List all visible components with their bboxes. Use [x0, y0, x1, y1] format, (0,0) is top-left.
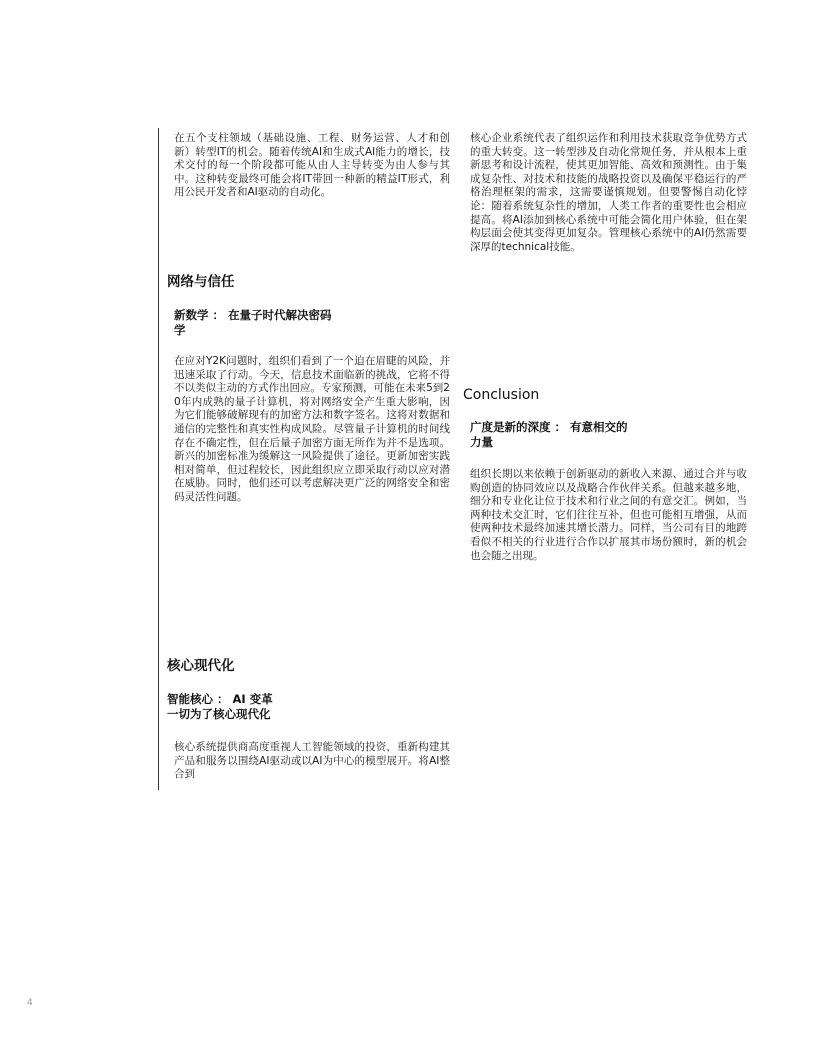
- intelligent-core-subheading-line2: 一切为了核心现代化: [167, 707, 271, 721]
- intro-paragraph: 在五个支柱领域（基础设施、工程、财务运营、人才和创新）转型IT的机会。随着传统AI和生成式AI能力的增长，技术交付的每一个阶段都可能从由人主导转变为由人参与其中。这种转变最终可能会将IT带回一种新的精益IT形式，利用公民开发者和AI驱动的自动化。: [174, 132, 450, 199]
- page-number: 4: [27, 998, 33, 1008]
- column-rule: [158, 128, 159, 790]
- breadth-subheading-line1: 广度是新的深度 ： 有意相交的: [470, 420, 628, 434]
- breadth-subheading: [470, 420, 690, 450]
- breadth-subheading-line2: 力量: [470, 435, 493, 449]
- conclusion-heading: Conclusion: [463, 387, 540, 403]
- intelligent-core-subheading: [167, 692, 367, 722]
- quantum-subheading-line2: 学: [174, 323, 186, 337]
- quantum-subheading-line1: 新数学 ： 在量子时代解决密码: [174, 308, 332, 322]
- core-systems-paragraph: 核心企业系统代表了组织运作和利用技术获取竞争优势方式的重大转变。这一转型涉及自动化常规任务，并从根本上重新思考和设计流程，使其更加智能、高效和预测性。由于集成复杂性、对技术和技能的战略投资以及确保平稳运行的严格治理框架的需求，这需要谨慎规划。但要警惕自动化悖论：随着系统复杂性的增加，人类工作者的重要性也会相应提高。将AI添加到核心系统中可能会简化用户体验，但在架构层面会使其变得更加复杂。管理核心系统中的AI仍然需要深厚的technical技能。: [470, 132, 747, 253]
- core-modernization-heading: 核心现代化: [167, 658, 235, 674]
- intelligent-core-subheading-line1: 智能核心 ： AI 变革: [167, 692, 273, 706]
- network-trust-heading: 网络与信任: [167, 274, 235, 290]
- quantum-paragraph: 在应对Y2K问题时，组织们看到了一个迫在眉睫的风险，并迅速采取了行动。今天，信息技术面临新的挑战，它将不得不以类似主动的方式作出回应。专家预测，可能在未来5到20年内成熟的量子计算机，将对网络安全产生重大影响，因为它们能够破解现有的加密方法和数字签名。这将对数据和通信的完整性和真实性构成风险。尽管量子计算机的时间线存在不确定性，但在后量子加密方面无所作为并不是选项。新兴的加密标准为缓解这一风险提供了途径。更新加密实践相对简单，但过程较长，因此组织应立即采取行动以应对潜在威胁。同时，他们还可以考虑解决更广泛的网络安全和密码灵活性问题。: [174, 355, 450, 503]
- conclusion-paragraph: 组织长期以来依赖于创新驱动的新收入来源、通过合并与收购创造的协同效应以及战略合作伙伴关系。但越来越多地，细分和专业化让位于技术和行业之间的有意交汇。例如，当两种技术交汇时，它们往往互补，但也可能相互增强，从而使两种技术最终加速其增长潜力。同样，当公司有目的地跨看似不相关的行业进行合作以扩展其市场份额时，新的机会也会随之出现。: [470, 468, 747, 562]
- quantum-subheading: [174, 308, 374, 338]
- core-paragraph-start: 核心系统提供商高度重视人工智能领域的投资，重新构建其产品和服务以围绕AI驱动或以AI为中心的模型展开。将AI整合到: [174, 741, 450, 781]
